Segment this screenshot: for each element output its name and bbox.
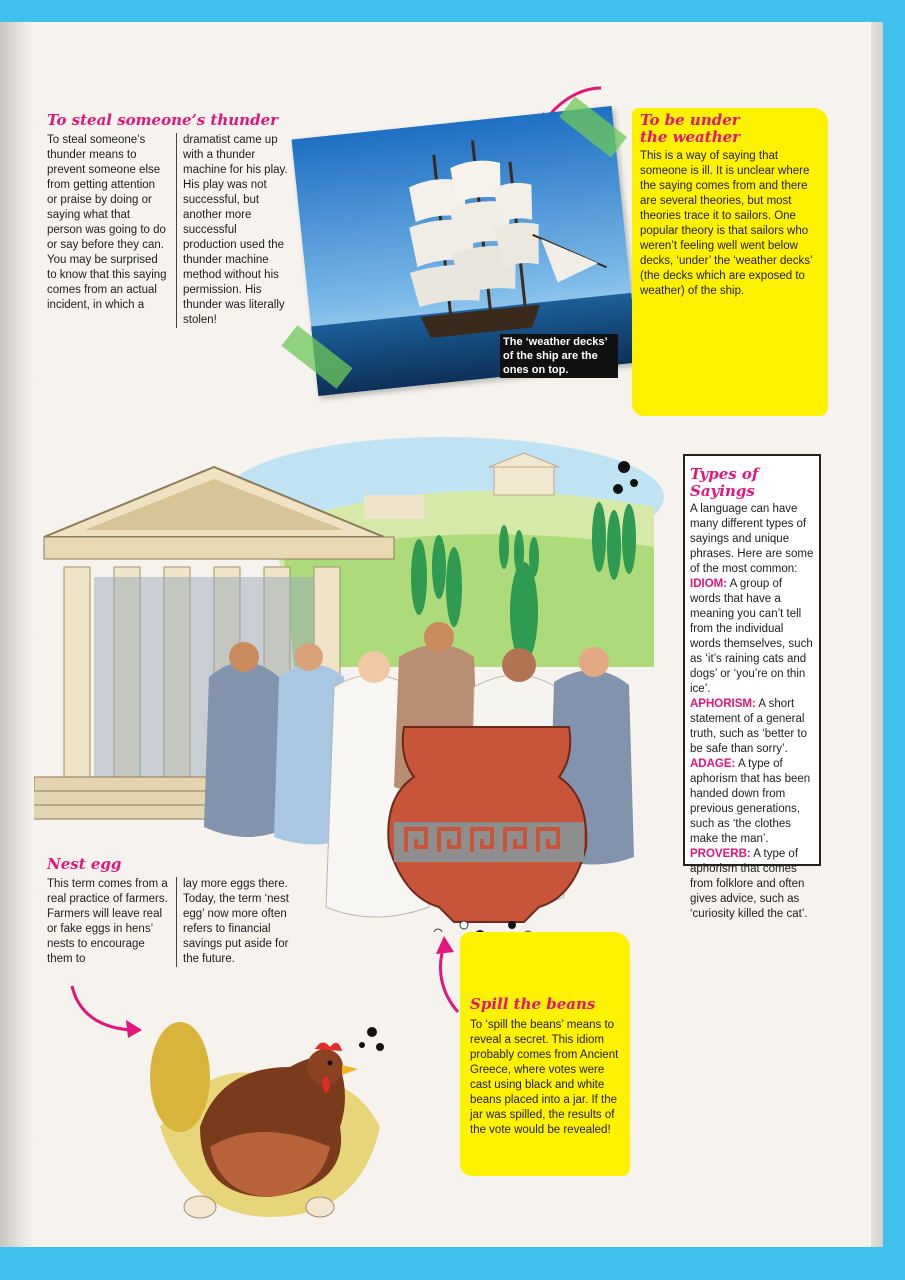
- thunder-heading: To steal someone’s thunder: [47, 111, 279, 129]
- nest-egg-heading: Nest egg: [47, 855, 122, 873]
- page-gutter-shadow: [0, 22, 34, 1247]
- nest-egg-column-2: lay more eggs there. Today, the term ‘nest egg’ now more often refers to financial savings put aside for the future.: [176, 877, 295, 967]
- thunder-column-2: dramatist came up with a thunder machine for his play. His play was not successful, but another more successful production used the thunder machine method without his permission. His thunder was literally stolen!: [176, 133, 293, 328]
- types-item-proverb: [690, 847, 814, 922]
- beans-heading: Spill the beans: [470, 995, 596, 1013]
- types-term-aphorism: APHORISM:: [690, 698, 756, 710]
- book-page: [0, 22, 883, 1247]
- weather-text: This is a way of saying that someone is ill. It is unclear where the saying comes from and there are several theories, but most theories trace it to sailors. One popular theory is that sailors who weren’t feeling well went below decks, ‘under’ the ‘weather decks’ (the decks which are exposed to weather) of the ship.: [640, 150, 813, 297]
- types-item-idiom: [690, 577, 814, 697]
- types-term-proverb: PROVERB:: [690, 848, 751, 860]
- photo-caption: The ‘weather decks’ of the ship are the ones on top.: [500, 334, 618, 378]
- beans-text: To ‘spill the beans’ means to reveal a secret. This idiom probably comes from Ancient Greece, where votes were cast using black and white beans placed into a jar. If the jar was spilled, the results of the vote would be revealed!: [470, 1019, 619, 1136]
- types-text-aphorism: A short statement of a general truth, such as ‘better to be safe than sorry’.: [690, 698, 807, 755]
- thunder-column-1: To steal someone’s thunder means to prevent someone else from getting attention or praise by doing or saying what that person was going to do or say before they can. You may be surprised to know that this saying comes from an actual incident, in which a: [47, 134, 167, 311]
- types-heading: [690, 466, 814, 500]
- types-item-aphorism: [690, 697, 814, 757]
- pink-arrow-icon-nest: [68, 982, 148, 1042]
- types-text-idiom: A group of words that have a meaning you can’t tell from the individual words themselves, such as ‘it’s raining cats and dogs’ or ‘you’re on thin ice’.: [690, 578, 813, 695]
- page-edge: [871, 22, 883, 1247]
- hen-illustration: [150, 1007, 390, 1227]
- types-text-proverb: A type of aphorism that comes from folklore and often gives advice, such as ‘curiosity killed the cat’.: [690, 848, 808, 920]
- types-text-adage: A type of aphorism that has been handed down from previous generations, such as ‘the clothes make the man’.: [690, 758, 811, 845]
- types-heading-line-1: Types of: [690, 465, 759, 483]
- weather-heading-line-1: To be under: [640, 111, 740, 129]
- weather-heading-line-2: the weather: [640, 128, 741, 146]
- types-heading-line-2: Sayings: [690, 482, 755, 500]
- types-item-adage: [690, 757, 814, 847]
- nest-egg-column-1: This term comes from a real practice of farmers. Farmers will leave real or fake eggs in hens’ nests to encourage them to: [47, 878, 168, 965]
- weather-heading: [640, 112, 740, 146]
- ancient-greece-illustration: [34, 427, 679, 932]
- types-term-adage: ADAGE:: [690, 758, 736, 770]
- types-term-idiom: IDIOM:: [690, 578, 728, 590]
- types-intro: A language can have many different types of sayings and unique phrases. Here are some of the most common:: [690, 503, 814, 575]
- types-of-sayings-box: [683, 454, 821, 920]
